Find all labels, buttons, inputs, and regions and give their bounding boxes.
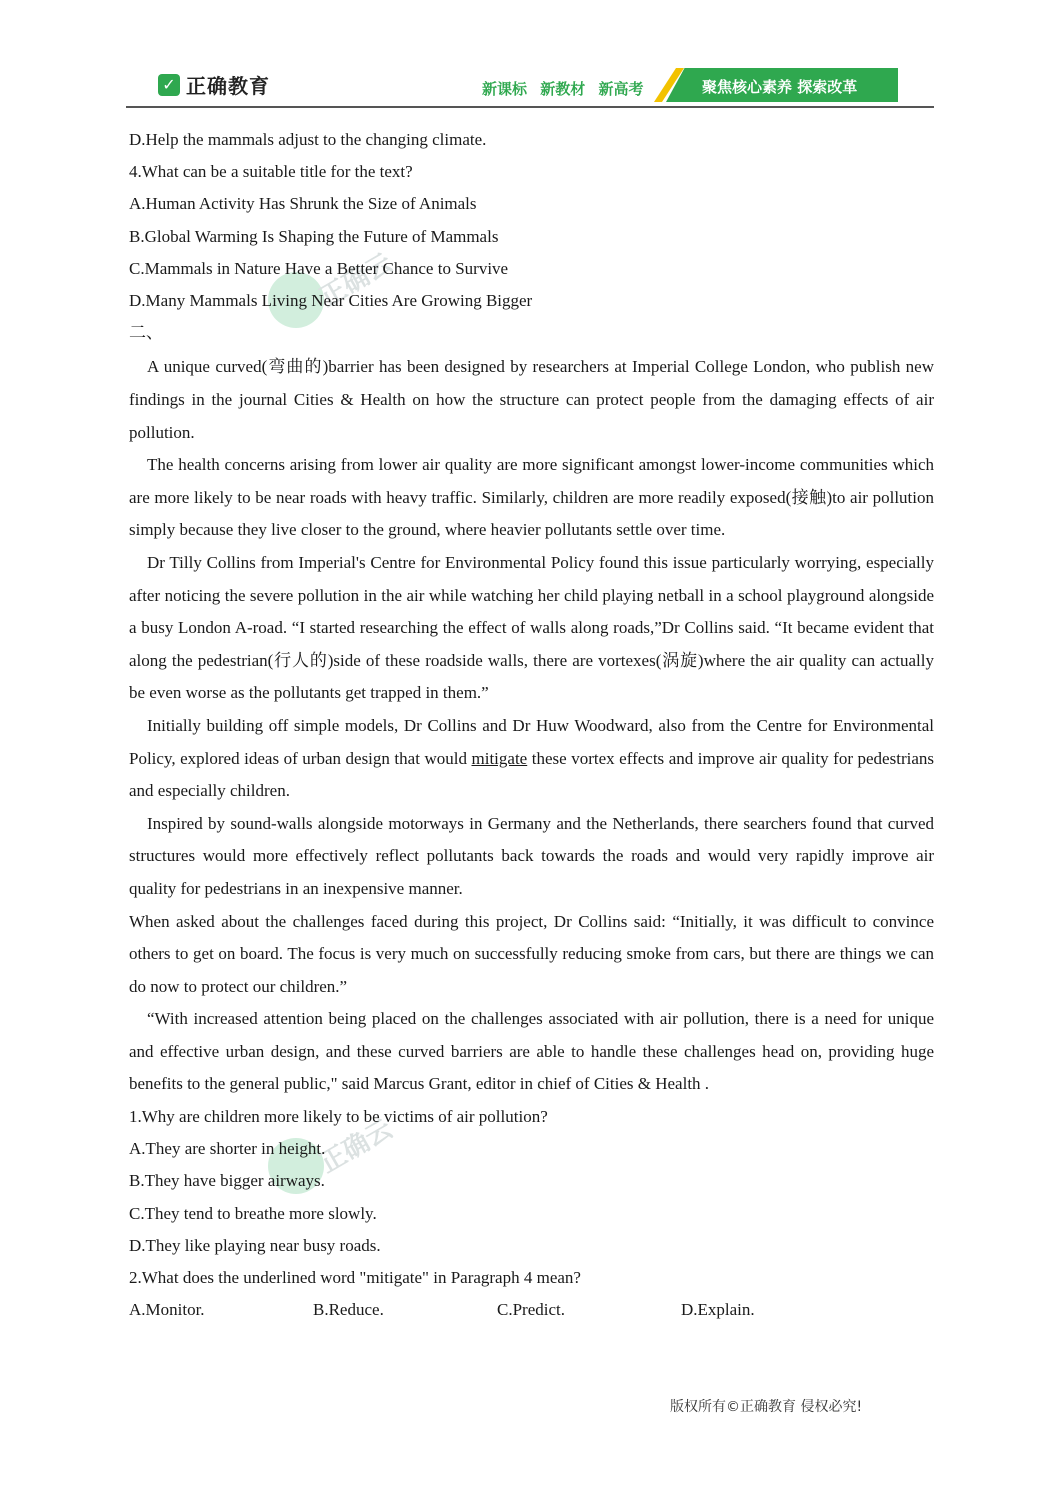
slogan-item: 新课标 <box>482 80 528 98</box>
question-stem: 1.Why are children more likely to be victims of air pollution? <box>129 1107 548 1127</box>
option-text: D.Many Mammals Living Near Cities Are Growing Bigger <box>129 291 533 311</box>
question-stem: 2.What does the underlined word "mitigate" in Paragraph 4 mean? <box>129 1268 581 1288</box>
header-divider <box>126 106 934 108</box>
watermark-text: 正确云 <box>314 248 398 314</box>
section-marker: 二、 <box>129 323 163 343</box>
question-stem: 4.What can be a suitable title for the text? <box>129 162 413 182</box>
passage-paragraph: Dr Tilly Collins from Imperial's Centre for Environmental Policy found this issue particularly worrying, especially after noticing the severe pollution in the air while watching her child playing netball in a school playground alongside a busy London A-road. “I started researching the effect of walls along roads,”Dr Collins said. “It became evident that along the pedestrian(行人的)side of these roadside walls, there are vortexes(涡旋)where the air quality can actually be even worse as the pollutants get trapped in them.” <box>129 552 934 703</box>
header-banner <box>654 68 898 102</box>
option-text: B.They have bigger airways. <box>129 1171 325 1191</box>
passage-paragraph: Inspired by sound-walls alongside motorways in Germany and the Netherlands, there searchers found that curved structures would more effectively reflect pollutants back towards the roads and would very rapidly improve air quality for pedestrians in an inexpensive manner. <box>129 813 934 898</box>
passage-paragraph: “With increased attention being placed on the challenges associated with air pollution, there is a need for unique and effective urban design, and these curved barriers are able to handle these challenges head on, providing huge benefits to the general public," said Marcus Grant, editor in chief of Cities & Health . <box>129 1009 934 1094</box>
brand-name: 正确教育 <box>186 74 270 98</box>
option-text: D.Help the mammals adjust to the changing climate. <box>129 130 487 149</box>
brand-logo <box>158 70 270 99</box>
passage-paragraph: The health concerns arising from lower air quality are more significant amongst lower-income communities which are more likely to be near roads with heavy traffic. Similarly, children are more readily exposed(接触)to air pollution simply because they live closer to the ground, where heavier pollutants settle over time. <box>129 455 934 540</box>
copyright-footer: 版权所有©正确教育 侵权必究! <box>670 1399 863 1415</box>
option-text: C.They tend to breathe more slowly. <box>129 1203 377 1223</box>
paragraph-text: these vortex effects and improve air quality for pedestrians and especially children. <box>129 748 934 801</box>
underlined-word: mitigate <box>471 748 528 768</box>
options-row <box>129 1294 934 1326</box>
passage-paragraph <box>129 710 934 808</box>
slogan-item: 新教材 <box>540 80 586 98</box>
passage-paragraph: When asked about the challenges faced during this project, Dr Collins said: “Initially, it was difficult to convince others to get on board. The focus is very much on successfully reducing smoke from cars, but there are things we can do now to protect our children.” <box>129 911 934 996</box>
banner-text: 聚焦核心素养 探索改革 <box>702 78 858 96</box>
option-text: C.Mammals in Nature Have a Better Chance to Survive <box>129 258 509 278</box>
option-text: B.Global Warming Is Shaping the Future of Mammals <box>129 226 499 246</box>
option-text: D.They like playing near busy roads. <box>129 1235 381 1255</box>
option-text: C.Predict. <box>497 1300 565 1320</box>
document-body <box>129 124 934 1326</box>
passage-paragraph: A unique curved(弯曲的)barrier has been designed by researchers at Imperial College London, who publish new findings in the journal Cities & Health on how the structure can protect people from the damaging effects of air pollution. <box>129 357 934 442</box>
option-text: A.They are shorter in height. <box>129 1139 326 1159</box>
header-slogans <box>482 78 652 99</box>
page-header <box>126 64 934 108</box>
paragraph-text: Initially building off simple models, Dr Collins and Dr Huw Woodward, also from the Centre for Environmental Policy, explored ideas of urban design that would <box>129 715 934 768</box>
option-text: D.Explain. <box>681 1300 755 1320</box>
option-text: A.Human Activity Has Shrunk the Size of Animals <box>129 194 477 214</box>
watermark-text: 正确云 <box>314 1114 398 1180</box>
slogan-item: 新高考 <box>598 80 644 98</box>
option-text: B.Reduce. <box>313 1300 384 1320</box>
checkmark-icon: ✓ <box>158 74 180 96</box>
option-text: A.Monitor. <box>129 1300 205 1320</box>
